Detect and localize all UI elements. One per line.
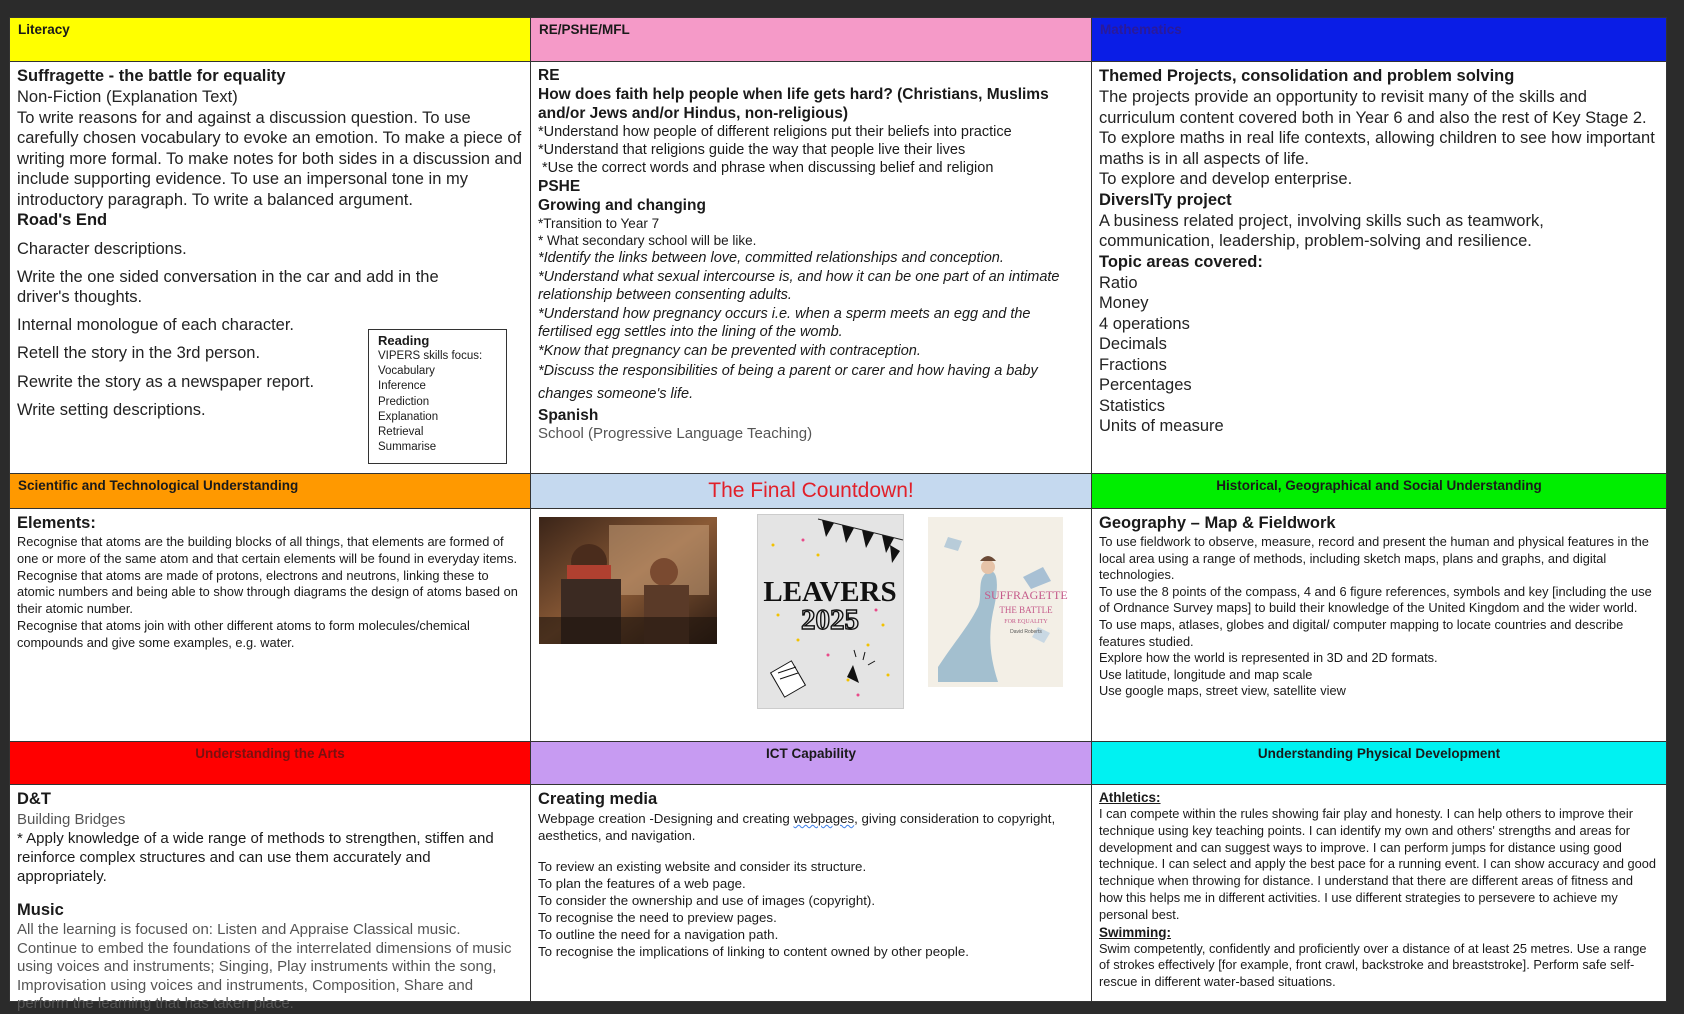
reading-box xyxy=(368,329,507,464)
reading-box-line: Retrieval xyxy=(378,426,424,439)
literacy-item: Write the one sided conversation in the car and add in the driver's thoughts. xyxy=(17,267,439,306)
ict-item: To plan the features of a web page. xyxy=(538,876,746,891)
reading-box-line: VIPERS skills focus: xyxy=(378,350,483,362)
re-header xyxy=(530,17,1091,61)
literacy-item: Write setting descriptions. xyxy=(17,401,206,419)
literacy-item: Rewrite the story as a newspaper report. xyxy=(17,372,315,391)
physical-header-label: Understanding Physical Development xyxy=(1257,746,1501,761)
leavers-poster-line1: LEAVERS xyxy=(763,576,897,608)
ict-header xyxy=(530,741,1091,784)
geography-title: Geography – Map & Fieldwork xyxy=(1099,514,1336,532)
topic-item: Fractions xyxy=(1099,355,1167,374)
pshe-small-item: *Transition to Year 7 xyxy=(538,216,660,231)
maths-body xyxy=(1091,61,1667,473)
swimming-title: Swimming: xyxy=(1099,924,1172,940)
project-title: DiversITy project xyxy=(1099,190,1232,209)
pshe-small-item: * What secondary school will be like. xyxy=(538,233,757,248)
book-cover-author: David Roberts xyxy=(1010,629,1042,635)
ict-body xyxy=(530,784,1091,1002)
literacy-para-1: To write reasons for and against a discussion question. To use carefully chosen vocabulary to evoke an emotion. To make a piece of writing more formal. To make notes for both sides in a discussion and include supporting evidence. To use an impersonal tone in my introductory paragraph. To write a balanced argument. xyxy=(17,108,523,209)
maths-title: Themed Projects, consolidation and problem solving xyxy=(1099,67,1515,85)
suffragette-book-cover-image xyxy=(928,517,1068,687)
topic-item: Statistics xyxy=(1099,396,1166,415)
reading-box-line: Prediction xyxy=(378,395,430,408)
science-title: Elements: xyxy=(17,514,96,532)
athletics-text: I can compete within the rules showing fair play and honesty. I can help others to improve their technique using key teaching points. I can identify my own and others' strengths and areas for development and can suggest ways to improve. I can perform jumps for distance using good technique. I can select and apply the best pace for a running event. I can show accuracy and good technique when throwing for distance. I understand that there are different areas of fitness and how this helps me in different activities. I use different strategies to persevere to achieve my personal best. xyxy=(1099,806,1657,922)
literacy-header xyxy=(9,17,530,61)
physical-body xyxy=(1091,784,1667,1002)
pshe-item: *Understand how pregnancy occurs i.e. when a sperm meets an egg and the fertilised egg settles into the lining of the womb. xyxy=(538,305,1031,340)
ict-intro-word: webpages xyxy=(793,811,855,826)
geography-item: Explore how the world is represented in 3D and 2D formats. xyxy=(1099,650,1438,666)
topic-item: Money xyxy=(1099,294,1149,312)
re-body xyxy=(530,61,1091,473)
topic-item: Decimals xyxy=(1099,335,1167,353)
ict-title: Creating media xyxy=(538,790,658,808)
historical-header xyxy=(1091,473,1667,508)
re-title: RE xyxy=(538,67,560,84)
ict-header-label: ICT Capability xyxy=(765,746,856,761)
pshe-item: *Understand what sexual intercourse is, and how it can be one part of an intimate relationship between consenting adults. xyxy=(538,268,1060,303)
literacy-item: Retell the story in the 3rd person. xyxy=(17,344,261,362)
topic-item: Percentages xyxy=(1099,376,1192,394)
book-cover-subtitle-2: FOR EQUALITY xyxy=(1004,619,1048,625)
ict-intro-before: Webpage creation -Designing and creating xyxy=(538,811,794,826)
re-item: *Understand that religions guide the way that people live their lives xyxy=(538,142,966,158)
geography-item: Use latitude, longitude and map scale xyxy=(1099,666,1313,682)
spanish-title: Spanish xyxy=(538,407,599,424)
countdown-body xyxy=(530,508,1091,741)
science-item: Recognise that atoms are the building blocks of all things, that elements are formed of one or more of the same atom and that certain elements will be found in everyday items. xyxy=(17,534,518,566)
project-text: A business related project, involving skills such as teamwork, communication, leadership, problem-solving and resilience. xyxy=(1099,211,1544,250)
geography-item: To use the 8 points of the compass, 4 and 6 figure references, symbols and key [including the use of Ordnance Survey maps] to build their knowledge of the United Kingdom and the wider world. xyxy=(1099,583,1652,616)
science-header xyxy=(9,473,530,508)
topic-item: Units of measure xyxy=(1099,417,1224,435)
geography-item: To use maps, atlases, globes and digital/ computer mapping to locate countries and describe features studied. xyxy=(1099,616,1624,649)
athletics-title: Athletics: xyxy=(1099,790,1161,805)
arts-header xyxy=(9,741,530,784)
pshe-item: *Know that pregnancy can be prevented with contraception. xyxy=(538,342,921,359)
dt-sub: Building Bridges xyxy=(17,811,126,828)
literacy-sub-1: Non-Fiction (Explanation Text) xyxy=(17,88,238,106)
dt-title: D&T xyxy=(17,790,51,808)
geography-body xyxy=(1091,508,1667,741)
arts-header-label: Understanding the Arts xyxy=(195,746,345,761)
swimming-text: Swim competently, confidently and proficiently over a distance of at least 25 metres. Use a range of strokes effectively [for example, front crawl, backstroke and breaststroke]. Perform safe self-rescue in different water-based situations. xyxy=(1099,940,1647,990)
countdown-header-label: The Final Countdown! xyxy=(708,479,914,502)
literacy-item: Character descriptions. xyxy=(17,240,187,258)
film-still-image xyxy=(539,517,717,644)
maths-header xyxy=(1091,17,1667,61)
literacy-item: Internal monologue of each character. xyxy=(17,315,295,334)
science-body xyxy=(9,508,530,741)
maths-para: To explore maths in real life contexts, allowing children to see how important maths is in all aspects of life. xyxy=(1099,129,1655,168)
pshe-item: *Discuss the responsibilities of being a parent or carer and how having a baby changes someone's life. xyxy=(538,363,1038,402)
leavers-poster-line2: 2025 xyxy=(801,604,859,636)
historical-header-label: Historical, Geographical and Social Understanding xyxy=(1216,478,1542,493)
ict-item: To review an existing website and consider its structure. xyxy=(538,859,867,874)
reading-box-line: Explanation xyxy=(378,410,439,423)
geography-item: To use fieldwork to observe, measure, record and present the human and physical features in the local area using a range of methods, including sketch maps, plans and graphs, and digital technologies. xyxy=(1099,534,1649,583)
re-question: How does faith help people when life gets hard? (Christians, Muslims and/or Jews and/or Hindus, non-religious) xyxy=(538,86,1049,122)
leavers-poster-image xyxy=(757,514,904,709)
ict-intro-after: , giving consideration to copyright, aesthetics, and navigation. xyxy=(538,811,1056,843)
re-item: *Use the correct words and phrase when discussing belief and religion xyxy=(538,160,994,176)
reading-box-line: Vocabulary xyxy=(378,365,435,378)
pshe-sub: Growing and changing xyxy=(538,197,706,214)
geography-item: Use google maps, street view, satellite view xyxy=(1099,683,1346,699)
literacy-title-1: Suffragette - the battle for equality xyxy=(17,67,286,85)
maths-header-label: Mathematics xyxy=(1100,22,1182,37)
re-header-label: RE/PSHE/MFL xyxy=(539,22,630,37)
music-text: All the learning is focused on: Listen and Appraise Classical music. Continue to embed the foundations of the interrelated dimensions of music using voices and instruments; Singing, Play instruments within the song, Improvisation using voices and instruments, Composition, Share and perform the learning that has taken place. xyxy=(17,921,512,1013)
literacy-body xyxy=(9,61,530,473)
pshe-item: *Identify the links between love, committed relationships and conception. xyxy=(538,250,1004,266)
literacy-title-2: Road's End xyxy=(17,211,108,229)
maths-para: To explore and develop enterprise. xyxy=(1099,170,1353,188)
spanish-text: School (Progressive Language Teaching) xyxy=(538,425,813,442)
ict-item: To recognise the implications of linking to content owned by other people. xyxy=(538,944,969,959)
physical-header xyxy=(1091,741,1667,784)
science-header-label: Scientific and Technological Understanding xyxy=(18,478,299,493)
reading-box-line: Inference xyxy=(378,380,426,393)
arts-body xyxy=(9,784,530,1013)
ict-item: To consider the ownership and use of images (copyright). xyxy=(538,893,876,908)
reading-box-line: Summarise xyxy=(378,441,437,454)
topic-item: 4 operations xyxy=(1099,314,1190,333)
countdown-header xyxy=(530,473,1091,508)
science-item: Recognise that atoms are made of protons, electrons and neutrons, linking these to atomic numbers and being able to show through diagrams the design of atoms based on their atomic number. xyxy=(17,567,518,617)
science-item: Recognise that atoms join with other different atoms to form molecules/chemical compounds and give some examples, e.g. water. xyxy=(17,617,470,650)
book-cover-title: SUFFRAGETTE xyxy=(984,588,1068,602)
curriculum-grid xyxy=(9,17,1667,1013)
ict-item: To recognise the need to preview pages. xyxy=(538,910,777,925)
ict-item: To outline the need for a navigation path. xyxy=(538,927,779,942)
reading-box-title: Reading xyxy=(378,333,430,348)
topics-title: Topic areas covered: xyxy=(1099,252,1263,271)
maths-para: The projects provide an opportunity to revisit many of the skills and curriculum content covered both in Year 6 and also the rest of Key Stage 2. xyxy=(1099,88,1647,127)
ict-intro xyxy=(538,810,1084,844)
re-item: *Understand how people of different religions put their beliefs into practice xyxy=(538,124,1012,140)
dt-text: * Apply knowledge of a wide range of methods to strengthen, stiffen and reinforce complex structures and can use them accurately and appropriately. xyxy=(17,830,494,885)
music-title: Music xyxy=(17,901,64,919)
book-cover-subtitle-1: THE BATTLE xyxy=(999,605,1053,615)
pshe-title: PSHE xyxy=(538,178,581,195)
literacy-header-label: Literacy xyxy=(18,22,70,37)
topic-item: Ratio xyxy=(1099,273,1138,292)
